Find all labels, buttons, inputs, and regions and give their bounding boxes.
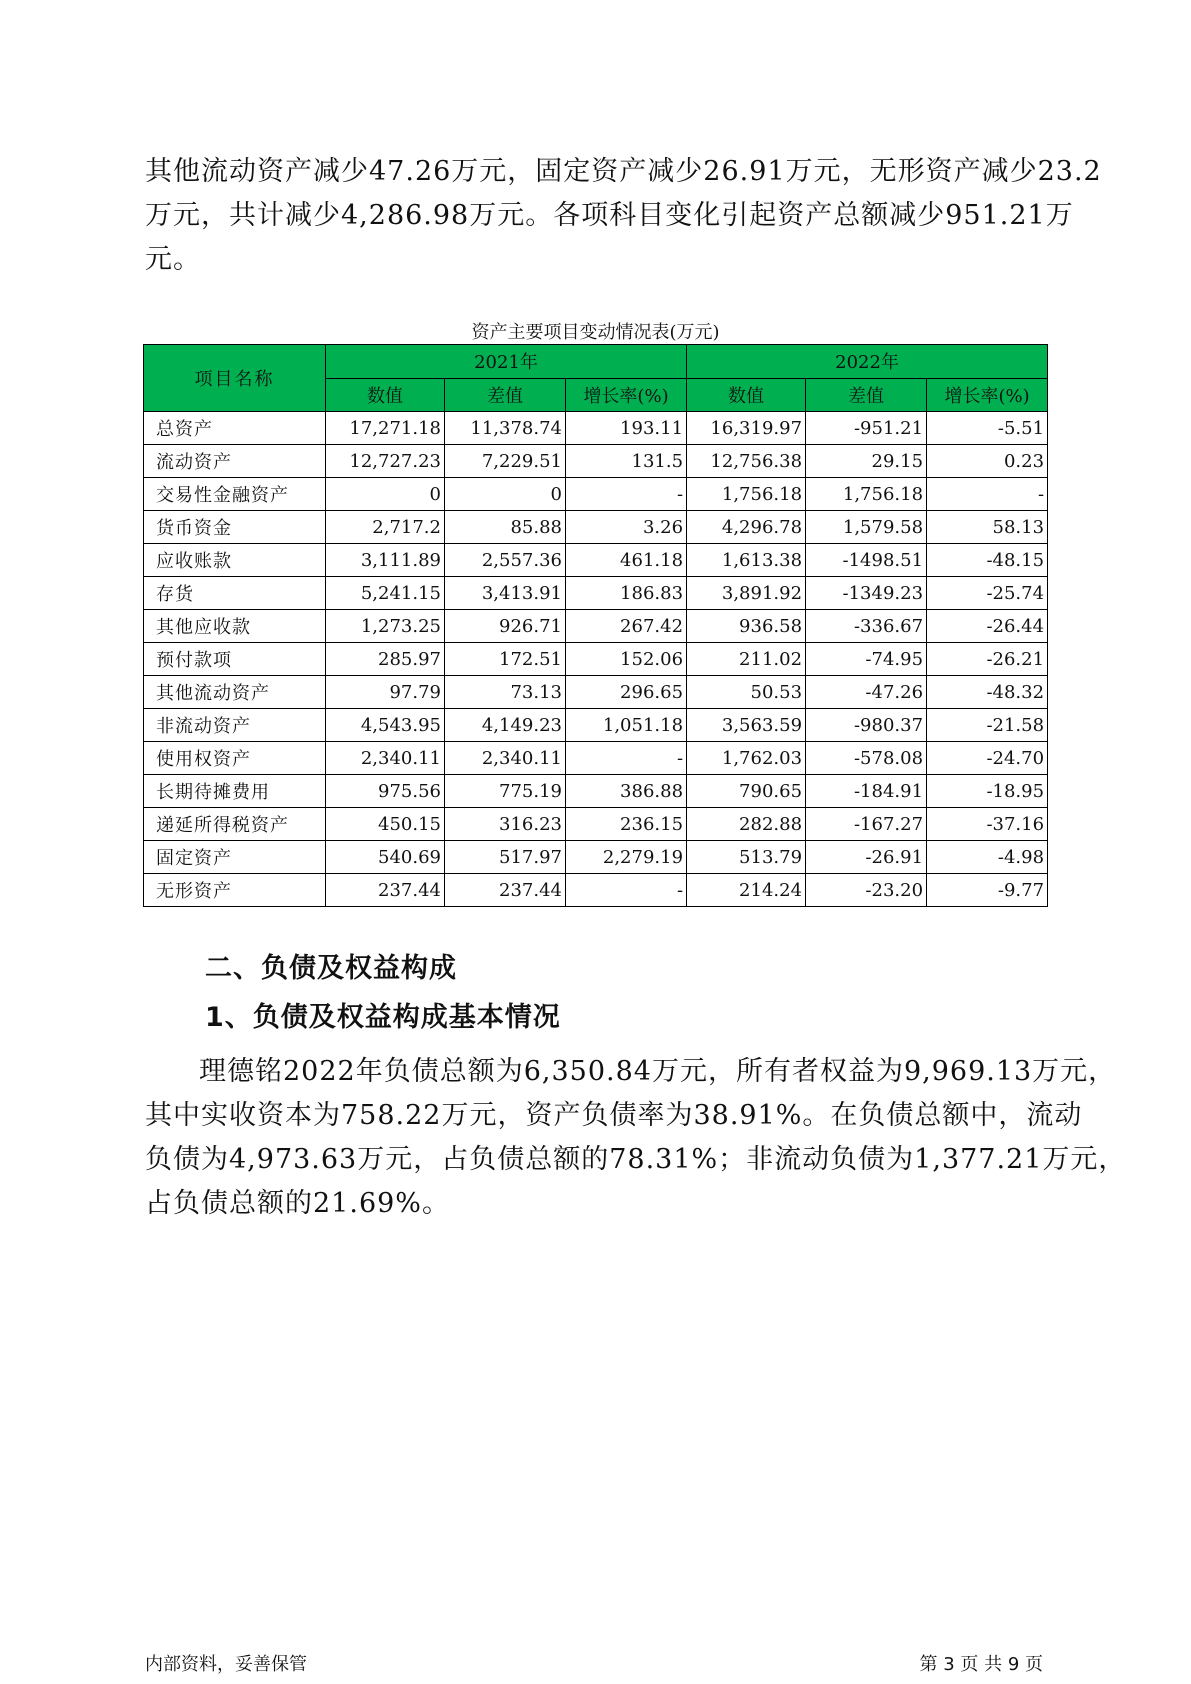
table-cell: - bbox=[566, 742, 687, 775]
table-cell: 58.13 bbox=[927, 511, 1048, 544]
footer-confidential-note: 内部资料，妥善保管 bbox=[145, 1654, 307, 1675]
table-cell: -951.21 bbox=[806, 412, 927, 445]
table-cell: 50.53 bbox=[687, 676, 806, 709]
table-cell: 1,756.18 bbox=[687, 478, 806, 511]
table-cell: 3,563.59 bbox=[687, 709, 806, 742]
row-label: 固定资产 bbox=[144, 841, 326, 874]
table-cell: 1,613.38 bbox=[687, 544, 806, 577]
asset-change-table bbox=[143, 344, 1048, 907]
table-cell: 1,579.58 bbox=[806, 511, 927, 544]
table-body bbox=[144, 412, 1048, 907]
table-row bbox=[144, 874, 1048, 907]
intro-paragraph bbox=[145, 150, 1102, 282]
table-cell: 2,279.19 bbox=[566, 841, 687, 874]
table-cell: 0 bbox=[445, 478, 566, 511]
table-cell: 0 bbox=[326, 478, 445, 511]
table-cell: 2,717.2 bbox=[326, 511, 445, 544]
table-cell: 1,273.25 bbox=[326, 610, 445, 643]
table-cell: 775.19 bbox=[445, 775, 566, 808]
table-cell: 267.42 bbox=[566, 610, 687, 643]
table-cell: -23.20 bbox=[806, 874, 927, 907]
subsection-heading: 1、负债及权益构成基本情况 bbox=[205, 1002, 561, 1033]
table-cell: 237.44 bbox=[445, 874, 566, 907]
table-cell: 540.69 bbox=[326, 841, 445, 874]
table-row bbox=[144, 709, 1048, 742]
paragraph-line: 其他流动资产减少47.26万元，固定资产减少26.91万元，无形资产减少23.2 bbox=[145, 156, 1102, 187]
column-header-value: 数值 bbox=[687, 378, 806, 412]
table-cell: 2,340.11 bbox=[326, 742, 445, 775]
table-row bbox=[144, 478, 1048, 511]
paragraph-line: 理德铭2022年负债总额为6,350.84万元，所有者权益为9,969.13万元， bbox=[199, 1056, 1117, 1087]
table-cell: 2,557.36 bbox=[445, 544, 566, 577]
row-label: 其他流动资产 bbox=[144, 676, 326, 709]
table-cell: 282.88 bbox=[687, 808, 806, 841]
table-cell: -26.21 bbox=[927, 643, 1048, 676]
table-cell: -18.95 bbox=[927, 775, 1048, 808]
table-cell: 152.06 bbox=[566, 643, 687, 676]
table-cell: 0.23 bbox=[927, 445, 1048, 478]
row-label: 其他应收款 bbox=[144, 610, 326, 643]
table-cell: -26.44 bbox=[927, 610, 1048, 643]
table-row bbox=[144, 841, 1048, 874]
table-cell: 926.71 bbox=[445, 610, 566, 643]
table-cell: 29.15 bbox=[806, 445, 927, 478]
table-row bbox=[144, 742, 1048, 775]
table-row bbox=[144, 544, 1048, 577]
table-cell: 3.26 bbox=[566, 511, 687, 544]
row-label: 无形资产 bbox=[144, 874, 326, 907]
table-cell: 4,543.95 bbox=[326, 709, 445, 742]
table-cell: 131.5 bbox=[566, 445, 687, 478]
row-label: 交易性金融资产 bbox=[144, 478, 326, 511]
table-cell: 513.79 bbox=[687, 841, 806, 874]
table-cell: 3,891.92 bbox=[687, 577, 806, 610]
table-cell: 3,413.91 bbox=[445, 577, 566, 610]
row-label: 货币资金 bbox=[144, 511, 326, 544]
table-row bbox=[144, 412, 1048, 445]
column-header-value: 数值 bbox=[326, 378, 445, 412]
table-cell: 1,756.18 bbox=[806, 478, 927, 511]
table-cell: -184.91 bbox=[806, 775, 927, 808]
row-label: 流动资产 bbox=[144, 445, 326, 478]
column-header-difference: 差值 bbox=[445, 378, 566, 412]
table-cell: -5.51 bbox=[927, 412, 1048, 445]
table-row bbox=[144, 775, 1048, 808]
table-cell: 285.97 bbox=[326, 643, 445, 676]
table-cell: 17,271.18 bbox=[326, 412, 445, 445]
column-header-difference: 差值 bbox=[806, 378, 927, 412]
table-cell: 386.88 bbox=[566, 775, 687, 808]
column-header-name: 项目名称 bbox=[144, 345, 326, 412]
table-cell: 172.51 bbox=[445, 643, 566, 676]
table-cell: -26.91 bbox=[806, 841, 927, 874]
table-cell: 237.44 bbox=[326, 874, 445, 907]
table-cell: -24.70 bbox=[927, 742, 1048, 775]
table-cell: 236.15 bbox=[566, 808, 687, 841]
table-cell: 4,149.23 bbox=[445, 709, 566, 742]
table-cell: 7,229.51 bbox=[445, 445, 566, 478]
liability-paragraph bbox=[145, 1050, 1127, 1226]
row-label: 使用权资产 bbox=[144, 742, 326, 775]
column-header-growth-rate: 增长率(%) bbox=[566, 378, 687, 412]
table-cell: -21.58 bbox=[927, 709, 1048, 742]
table-cell: -578.08 bbox=[806, 742, 927, 775]
table-row bbox=[144, 577, 1048, 610]
year-header-2021: 2021年 bbox=[326, 345, 687, 379]
table-cell: -74.95 bbox=[806, 643, 927, 676]
table-cell: 4,296.78 bbox=[687, 511, 806, 544]
table-row bbox=[144, 808, 1048, 841]
table-cell: -9.77 bbox=[927, 874, 1048, 907]
table-cell: -167.27 bbox=[806, 808, 927, 841]
table-cell: 85.88 bbox=[445, 511, 566, 544]
paragraph-line: 万元，共计减少4,286.98万元。各项科目变化引起资产总额减少951.21万 bbox=[145, 200, 1074, 231]
table-cell: 12,756.38 bbox=[687, 445, 806, 478]
row-label: 非流动资产 bbox=[144, 709, 326, 742]
table-cell: 11,378.74 bbox=[445, 412, 566, 445]
row-label: 总资产 bbox=[144, 412, 326, 445]
table-cell: -336.67 bbox=[806, 610, 927, 643]
table-cell: -47.26 bbox=[806, 676, 927, 709]
table-cell: 214.24 bbox=[687, 874, 806, 907]
table-cell: 1,051.18 bbox=[566, 709, 687, 742]
section-heading: 二、负债及权益构成 bbox=[205, 953, 457, 984]
table-row bbox=[144, 511, 1048, 544]
table-cell: -25.74 bbox=[927, 577, 1048, 610]
table-cell: 790.65 bbox=[687, 775, 806, 808]
table-cell: -4.98 bbox=[927, 841, 1048, 874]
column-header-growth-rate: 增长率(%) bbox=[927, 378, 1048, 412]
table-cell: 296.65 bbox=[566, 676, 687, 709]
table-cell: 316.23 bbox=[445, 808, 566, 841]
table-cell: 193.11 bbox=[566, 412, 687, 445]
table-cell: 211.02 bbox=[687, 643, 806, 676]
table-cell: 461.18 bbox=[566, 544, 687, 577]
row-label: 应收账款 bbox=[144, 544, 326, 577]
table-cell: -48.15 bbox=[927, 544, 1048, 577]
row-label: 预付款项 bbox=[144, 643, 326, 676]
paragraph-line: 元。 bbox=[145, 244, 201, 275]
table-cell: 1,762.03 bbox=[687, 742, 806, 775]
table-cell: 517.97 bbox=[445, 841, 566, 874]
table-cell: 5,241.15 bbox=[326, 577, 445, 610]
table-cell: 2,340.11 bbox=[445, 742, 566, 775]
table-cell: 73.13 bbox=[445, 676, 566, 709]
table-cell: - bbox=[566, 874, 687, 907]
table-caption: 资产主要项目变动情况表(万元) bbox=[471, 322, 720, 343]
paragraph-line: 其中实收资本为758.22万元，资产负债率为38.91%。在负债总额中，流动 bbox=[145, 1100, 1083, 1131]
table-cell: -980.37 bbox=[806, 709, 927, 742]
table-row bbox=[144, 445, 1048, 478]
row-label: 递延所得税资产 bbox=[144, 808, 326, 841]
footer-page-number: 第 3 页 共 9 页 bbox=[919, 1654, 1043, 1675]
row-label: 存货 bbox=[144, 577, 326, 610]
table-cell: 936.58 bbox=[687, 610, 806, 643]
table-cell: -1498.51 bbox=[806, 544, 927, 577]
paragraph-line: 负债为4,973.63万元，占负债总额的78.31%；非流动负债为1,377.21万元， bbox=[145, 1144, 1127, 1175]
table-cell: - bbox=[927, 478, 1048, 511]
table-cell: -48.32 bbox=[927, 676, 1048, 709]
table-cell: 450.15 bbox=[326, 808, 445, 841]
table-cell: 97.79 bbox=[326, 676, 445, 709]
table-row bbox=[144, 676, 1048, 709]
table-cell: 975.56 bbox=[326, 775, 445, 808]
table-cell: 12,727.23 bbox=[326, 445, 445, 478]
table-cell: 3,111.89 bbox=[326, 544, 445, 577]
table-cell: -1349.23 bbox=[806, 577, 927, 610]
paragraph-line: 占负债总额的21.69%。 bbox=[145, 1188, 450, 1219]
table-cell: 16,319.97 bbox=[687, 412, 806, 445]
table-cell: 186.83 bbox=[566, 577, 687, 610]
table-row bbox=[144, 643, 1048, 676]
row-label: 长期待摊费用 bbox=[144, 775, 326, 808]
table-cell: -37.16 bbox=[927, 808, 1048, 841]
year-header-2022: 2022年 bbox=[687, 345, 1048, 379]
table-row bbox=[144, 610, 1048, 643]
table-cell: - bbox=[566, 478, 687, 511]
